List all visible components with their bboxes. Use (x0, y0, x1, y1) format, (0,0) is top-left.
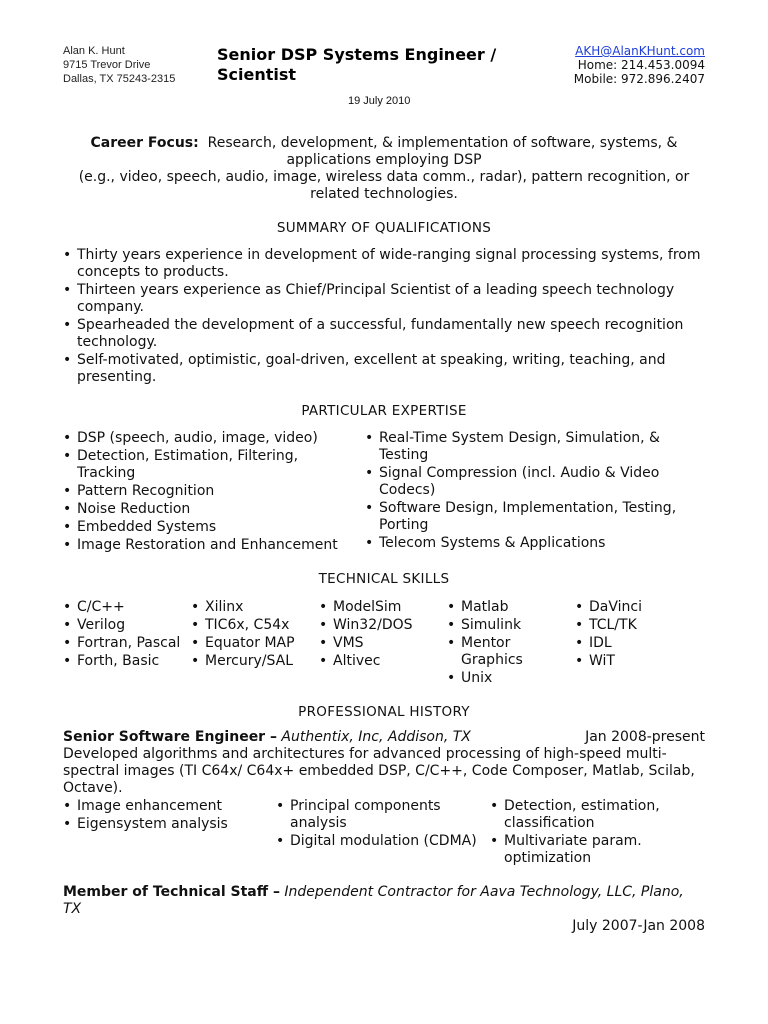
list-item: • Spearheaded the development of a successful, fundamentally new speech recognition technology. (63, 317, 705, 351)
skills-heading: TECHNICAL SKILLS (318, 571, 450, 587)
list-item: • Self-motivated, optimistic, goal-driven, excellent at speaking, writing, teaching, and presenting. (63, 352, 705, 386)
list-item: • TCL/TK (575, 617, 705, 634)
expertise-left-list (63, 430, 353, 555)
career-focus: Career Focus: Research, development, & implementation of software, systems, & applications employing DSP (e.g., video, speech, audio, image, wireless data comm., radar), pattern recognition, or related technologies. (78, 135, 690, 202)
list-item: • Altivec (319, 653, 443, 670)
list-item: • Image Restoration and Enhancement (63, 537, 353, 554)
job-1-col-2 (276, 798, 486, 851)
skills-col-1 (63, 599, 187, 671)
skills-col-5 (575, 599, 705, 671)
expertise-heading: PARTICULAR EXPERTISE (301, 403, 467, 419)
list-item: • IDL (575, 635, 705, 652)
list-item: • Software Design, Implementation, Testing, Porting (365, 500, 705, 534)
job-2-company: Independent Contractor for Aava Technology, LLC, Plano, TX (63, 884, 684, 917)
address-block (63, 44, 175, 86)
email-link[interactable]: AKH@AlanKHunt.com (575, 44, 705, 58)
skills-col-3 (319, 599, 443, 671)
summary-list (63, 247, 705, 387)
job-2 (63, 884, 705, 935)
list-item: • Forth, Basic (63, 653, 187, 670)
summary-heading: SUMMARY OF QUALIFICATIONS (276, 220, 492, 236)
job-1-role: Senior Software Engineer – (63, 729, 277, 745)
list-item: • Equator MAP (191, 635, 315, 652)
city: Dallas, TX 75243-2315 (63, 73, 176, 85)
list-item: • DSP (speech, audio, image, video) (63, 430, 353, 447)
home-phone: Home: 214.453.0094 (577, 58, 705, 72)
list-item: • Eigensystem analysis (63, 816, 263, 833)
list-item: • VMS (319, 635, 443, 652)
list-item: • TIC6x, C54x (191, 617, 315, 634)
list-item: • Real-Time System Design, Simulation, & Testing (365, 430, 705, 464)
list-item: • Noise Reduction (63, 501, 353, 518)
list-item: • Signal Compression (incl. Audio & Video Codecs) (365, 465, 705, 499)
list-item: • Detection, Estimation, Filtering, Tracking (63, 448, 353, 482)
name: Alan K. Hunt (63, 45, 125, 57)
skills-col-2 (191, 599, 315, 671)
job-1-company: Authentix, Inc, Addison, TX (281, 729, 471, 745)
list-item: • Unix (447, 670, 557, 687)
list-item: • Matlab (447, 599, 557, 616)
list-item: • Telecom Systems & Applications (365, 535, 705, 552)
expertise-right-list (365, 430, 705, 553)
career-focus-label: Career Focus: (90, 135, 199, 151)
list-item: • Embedded Systems (63, 519, 353, 536)
contact-block (555, 44, 705, 86)
street: 9715 Trevor Drive (63, 59, 151, 71)
list-item: • Xilinx (191, 599, 315, 616)
list-item: • ModelSim (319, 599, 443, 616)
job-1-description: Developed algorithms and architectures for advanced processing of high-speed multi-spectral images (TI C64x/ C64x+ embedded DSP, C/C++, Code Composer, Matlab, Scilab, Octave). (63, 746, 695, 796)
mobile-phone: Mobile: 972.896.2407 (573, 72, 705, 86)
list-item: • Detection, estimation, classification (490, 798, 705, 832)
job-2-dates: July 2007-Jan 2008 (572, 918, 705, 934)
list-item: • Mercury/SAL (191, 653, 315, 670)
job-1 (63, 729, 705, 797)
history-heading: PROFESSIONAL HISTORY (298, 704, 470, 720)
list-item: • C/C++ (63, 599, 187, 616)
list-item: • Win32/DOS (319, 617, 443, 634)
list-item: • WiT (575, 653, 705, 670)
list-item: • Multivariate param. optimization (490, 833, 705, 867)
list-item: • Thirty years experience in development of wide-ranging signal processing systems, from concepts to products. (63, 247, 705, 281)
skills-col-4 (447, 599, 557, 688)
job-1-col-1 (63, 798, 263, 834)
list-item: • Pattern Recognition (63, 483, 353, 500)
list-item: • Principal components analysis (276, 798, 486, 832)
list-item: • Digital modulation (CDMA) (276, 833, 486, 850)
job-2-role: Member of Technical Staff – (63, 884, 280, 900)
list-item: • Image enhancement (63, 798, 263, 815)
list-item: • Thirteen years experience as Chief/Principal Scientist of a leading speech technology company. (63, 282, 705, 316)
date: 19 July 2010 (348, 95, 411, 107)
list-item: • Verilog (63, 617, 187, 634)
list-item: • Mentor Graphics (447, 635, 557, 669)
list-item: • Simulink (447, 617, 557, 634)
job-1-dates: Jan 2008-present (585, 729, 705, 745)
page-title: Senior DSP Systems Engineer / Scientist (217, 45, 497, 84)
job-1-col-3 (490, 798, 705, 868)
list-item: • DaVinci (575, 599, 705, 616)
list-item: • Fortran, Pascal (63, 635, 187, 652)
